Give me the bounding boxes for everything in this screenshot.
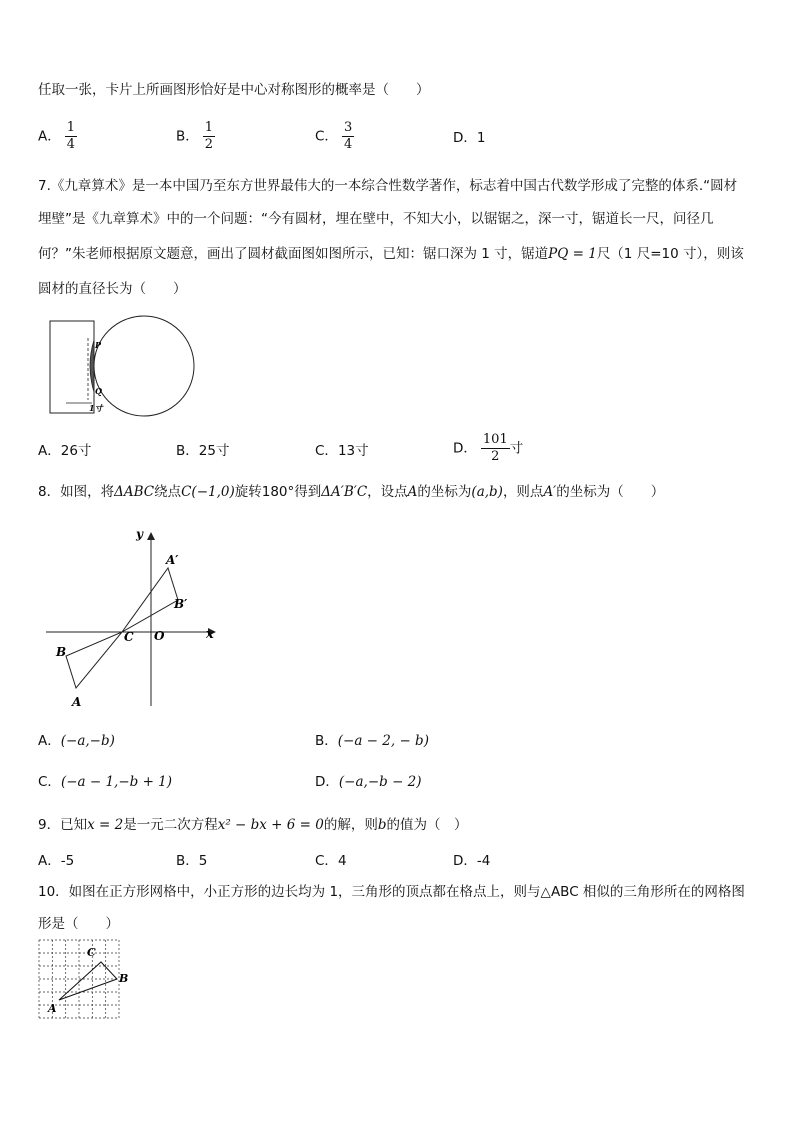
q9-option-b[interactable]: B．5 [176, 853, 208, 869]
label-a: A [72, 695, 82, 709]
q8-option-b[interactable]: B．(−a − 2, − b) [315, 733, 429, 749]
q8-option-c[interactable]: C．(−a − 1,−b + 1) [38, 774, 173, 790]
q6-option-d[interactable]: D．1 [453, 130, 486, 146]
q10-line-2: 形是（ ） [38, 916, 119, 932]
q8-figure [40, 522, 230, 712]
wall-rectangle [50, 321, 94, 413]
q9-option-d[interactable]: D．-4 [453, 853, 491, 869]
label-y: y [136, 527, 143, 541]
q6-option-c[interactable]: C． $\frac{3}{4}$ [315, 120, 353, 152]
q7-option-a[interactable]: A．26寸 [38, 443, 92, 459]
q7-line-1: 7.《九章算术》是一本中国乃至东方世界最伟大的一本综合性数学著作，标志着中国古代数学形成了完整的体系.“圆材 [38, 178, 738, 194]
q7-option-b[interactable]: B．25寸 [176, 443, 230, 459]
sawed-segment [90, 340, 94, 392]
label-c: C [124, 630, 134, 644]
label-p: P [95, 340, 102, 350]
label-a: A [48, 1002, 57, 1015]
q7-option-c[interactable]: C．13寸 [315, 443, 369, 459]
q8-stem: 8．如图，将ΔABC绕点C(−1,0)旋转180°得到ΔA′B′C，设点A的坐标为(a,b)，则点A′的坐标为（ ） [38, 484, 665, 500]
q6-stem: 任取一张，卡片上所画图形恰好是中心对称图形的概率是（ ） [38, 82, 430, 98]
label-b-prime: B′ [174, 597, 188, 611]
q8-option-d[interactable]: D．(−a,−b − 2) [315, 774, 422, 790]
q9-option-a[interactable]: A．-5 [38, 853, 75, 869]
y-axis-arrow [147, 532, 155, 540]
label-1-cun: 1寸 [89, 403, 103, 413]
q8-option-a[interactable]: A．(−a,−b) [38, 733, 115, 749]
q6-option-a[interactable]: A． $\frac{1}{4}$ [38, 120, 76, 152]
q10-line-1: 10．如图在正方形网格中，小正方形的边长均为 1，三角形的顶点都在格点上，则与△ABC 相似的三角形所在的网格图 [38, 884, 745, 900]
q10-grid-figure [39, 940, 129, 1020]
q7-figure [48, 318, 198, 418]
q9-option-c[interactable]: C．4 [315, 853, 347, 869]
label-o: O [154, 629, 165, 643]
label-c: C [87, 946, 96, 959]
q7-line-2: 埋壁”是《九章算术》中的一个问题：“今有圆材，埋在壁中，不知大小，以锯锯之，深一寸，锯道长一尺，问径几 [38, 211, 714, 227]
triangle-abc-grid [59, 962, 117, 1000]
log-circle [94, 316, 194, 416]
q9-stem: 9．已知x = 2是一元二次方程x² − bx + 6 = 0的解，则b的值为（ ） [38, 817, 468, 833]
q7-line-3: 何？”朱老师根据原文题意，画出了圆材截面图如图所示，已知：锯口深为 1 寸，锯道PQ = 1尺（1 尺=10 寸），则该 [38, 246, 744, 262]
triangle-abc [66, 632, 122, 688]
q6-option-b[interactable]: B． $\frac{1}{2}$ [176, 120, 214, 152]
label-b: B [56, 645, 67, 659]
label-x: x [206, 627, 214, 642]
q7-line-4: 圆材的直径长为（ ） [38, 281, 187, 297]
q7-option-d[interactable]: D． $\frac{101}{2}$ 寸 [453, 432, 524, 464]
label-q: Q [95, 386, 102, 396]
label-a-prime: A′ [166, 553, 179, 567]
triangle-a-b-c [122, 568, 178, 632]
label-b: B [119, 972, 129, 985]
